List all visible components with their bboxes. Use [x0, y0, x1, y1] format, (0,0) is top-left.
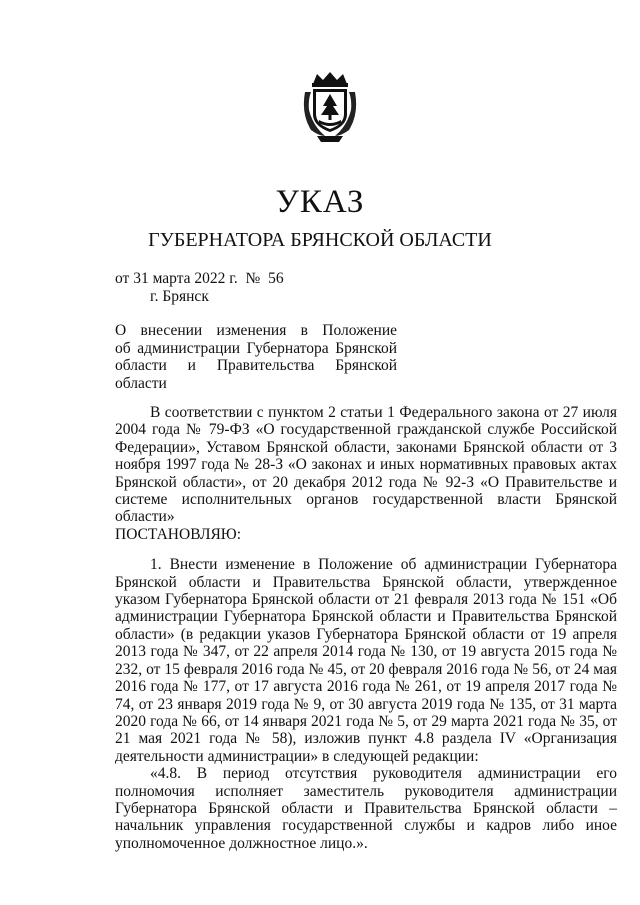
city-line: г. Брянск — [150, 288, 209, 305]
quoted-amendment-paragraph: «4.8. В период отсутствия руководителя администрации его полномочия исполняет заместитель руководителя администрации Губернатора Брянской области и Правительства Брянской области – начальник управления государственной службы и кадров либо иное уполномоченное должностное лицо.». — [115, 765, 617, 852]
document-title: УКАЗ — [275, 184, 365, 220]
document-subject — [115, 322, 397, 392]
subject-line-2: об администрации Губернатора Брянской — [115, 339, 397, 357]
subject-line-3: области и Правительства Брянской области — [115, 357, 397, 392]
document-subtitle: ГУБЕРНАТОРА БРЯНСКОЙ ОБЛАСТИ — [148, 229, 492, 251]
coat-of-arms-icon — [299, 70, 361, 144]
document-meta — [115, 270, 284, 306]
date-number-line: от 31 марта 2022 г. № 56 — [115, 270, 284, 287]
decree-word: ПОСТАНОВЛЯЮ: — [115, 525, 242, 543]
preamble-paragraph: В соответствии с пунктом 2 статьи 1 Федерального закона от 27 июля 2004 года № 79-ФЗ «О государственной гражданской службе Российской Федерации», Уставом Брянской области, законами Брянской области от 3 ноября 1997 года № 28-З «О законах и иных нормативных правовых актах Брянской области», от 20 декабря 2012 года № 92-З «О Правительстве и системе исполнительных органов государственной власти Брянской области» — [115, 404, 617, 526]
subject-line-1: О внесении изменения в Положение — [115, 322, 397, 339]
document-body — [115, 404, 617, 852]
item-1-paragraph: 1. Внести изменение в Положение об администрации Губернатора Брянской области и Правительства Брянской области, утвержденное указом Губернатора Брянской области от 21 февраля 2013 года № 151 «Об администрации Губернатора Брянской области и Правительства Брянской области» (в редакции указов Губернатора Брянской области от 19 апреля 2013 года № 347, от 22 апреля 2014 года № 130, от 19 августа 2015 года № 232, от 15 февраля 2016 года № 45, от 20 февраля 2016 года № 56, от 24 мая 2016 года № 177, от 17 августа 2016 года № 261, от 19 апреля 2017 года № 74, от 23 января 2019 года № 9, от 30 августа 2019 года № 135, от 31 марта 2020 года № 66, от 14 января 2021 года № 5, от 29 марта 2021 года № 35, от 21 мая 2021 года № 58), изложив пункт 4.8 раздела IV «Организация деятельности администрации» в следующей редакции: — [115, 556, 617, 765]
